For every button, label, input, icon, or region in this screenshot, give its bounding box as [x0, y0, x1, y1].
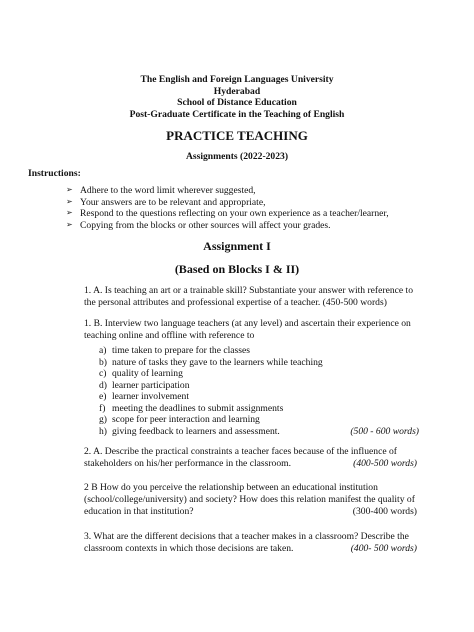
question-line-with-limit	[84, 543, 417, 555]
list-item	[66, 185, 389, 197]
item-letter: d)	[99, 379, 107, 391]
question-1a	[84, 285, 417, 309]
item-letter: f)	[99, 402, 106, 414]
question-line: 3. What are the different decisions that a teacher makes in a classroom? Describe the	[84, 531, 409, 542]
item-letter: g)	[99, 414, 107, 425]
list-item	[99, 391, 419, 403]
question-3	[84, 531, 417, 555]
question-2a	[84, 446, 417, 470]
question-line: 1. B. Interview two language teachers (at any level) and ascertain their experience on	[84, 318, 411, 329]
question-line: (school/college/university) and society? How does this relation manifest the quality of	[84, 493, 415, 505]
school-name: School of Distance Education	[177, 97, 297, 109]
question-line: teaching online and offline with reference to	[84, 329, 255, 341]
instruction-text: Your answers are to be relevant and appropriate,	[80, 196, 266, 208]
word-limit: (400-500 words)	[353, 457, 417, 469]
item-letter: a)	[99, 345, 107, 356]
list-item	[66, 197, 389, 209]
instruction-text: Adhere to the word limit wherever suggested,	[80, 185, 256, 196]
city-name: Hyderabad	[213, 85, 261, 97]
question-line: 1. A. Is teaching an art or a trainable skill? Substantiate your answer with reference to	[84, 285, 414, 296]
program-name: Post-Graduate Certificate in the Teaching of English	[129, 108, 345, 120]
list-item	[99, 380, 419, 392]
item-text: meeting the deadlines to submit assignments	[112, 402, 284, 414]
question-line-with-limit	[84, 506, 417, 518]
word-limit: (400- 500 words)	[350, 542, 417, 554]
item-text: giving feedback to learners and assessment.	[112, 425, 280, 437]
question-line: the personal attributes and professional expertise of a teacher. (450-500 words)	[84, 296, 387, 308]
question-line: 2. A. Describe the practical constraints a teacher faces because of the influence of	[84, 446, 397, 457]
question-1b-sublist	[99, 345, 419, 437]
question-2b	[84, 482, 417, 517]
arrow-bullet-icon: ➢	[66, 208, 73, 218]
page-subtitle: Assignments (2022-2023)	[185, 151, 289, 162]
item-letter: c)	[99, 368, 107, 379]
list-item	[99, 426, 419, 438]
arrow-bullet-icon: ➢	[66, 219, 73, 229]
document-header	[0, 74, 474, 120]
question-text: classroom contexts in which those decisions are taken.	[84, 542, 294, 554]
instruction-text: Respond to the questions reflecting on your own experience as a teacher/learner,	[80, 208, 389, 220]
assignment-heading: Assignment I	[203, 239, 271, 253]
list-item	[99, 403, 419, 415]
item-letter: e)	[99, 391, 107, 402]
item-letter: b)	[99, 356, 107, 368]
question-text: stakeholders on his/her performance in the classroom.	[84, 457, 292, 469]
list-item	[99, 368, 419, 380]
list-item	[99, 414, 419, 426]
list-item	[99, 345, 419, 357]
instructions-label: Instructions:	[28, 168, 81, 179]
assignment-blocks: (Based on Blocks I & II)	[174, 262, 300, 276]
item-text: learner participation	[112, 379, 190, 391]
page-title: PRACTICE TEACHING	[166, 128, 308, 143]
list-item	[66, 220, 389, 232]
instructions-list	[66, 185, 389, 231]
question-line: 2 B How do you perceive the relationship between an educational institution	[84, 482, 378, 493]
arrow-bullet-icon: ➢	[66, 185, 73, 194]
word-limit: (300-400 words)	[352, 505, 417, 517]
item-text: nature of tasks they gave to the learners while teaching	[112, 356, 323, 368]
item-text: quality of learning	[112, 368, 183, 379]
item-text: time taken to prepare for the classes	[112, 345, 250, 356]
item-letter: h)	[99, 425, 107, 437]
question-text: education in that institution?	[84, 505, 194, 517]
word-limit: (500 - 600 words)	[350, 425, 419, 437]
list-item	[66, 208, 389, 220]
question-1b	[84, 318, 417, 342]
item-text: learner involvement	[112, 391, 189, 402]
instruction-text: Copying from the blocks or other sources will affect your grades.	[80, 219, 331, 231]
item-text: scope for peer interaction and learning	[112, 414, 260, 425]
university-name: The English and Foreign Languages University	[140, 74, 334, 85]
list-item	[99, 357, 419, 369]
arrow-bullet-icon: ➢	[66, 196, 73, 206]
question-line-with-limit	[84, 458, 417, 470]
